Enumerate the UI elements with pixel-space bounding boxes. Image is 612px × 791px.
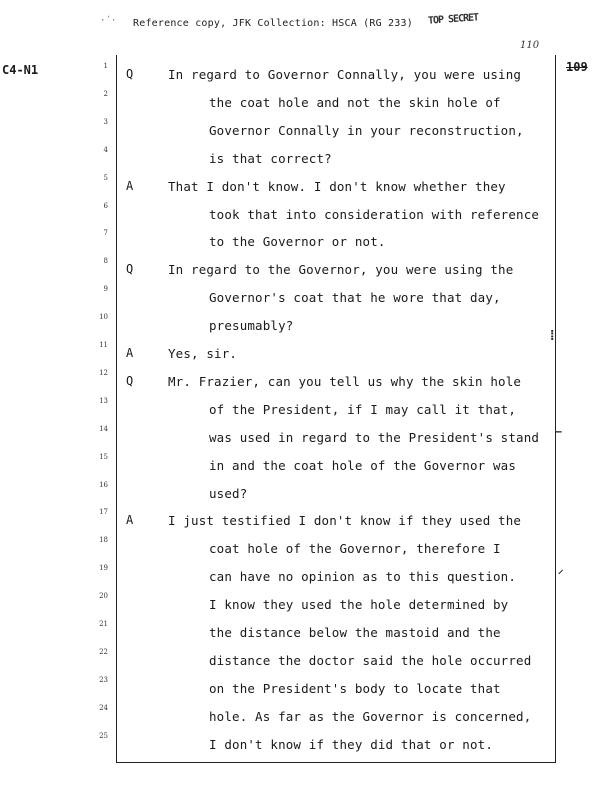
margin-tick: – <box>555 425 562 438</box>
testimony-text: used? <box>209 485 248 501</box>
testimony-text: was used in regard to the President's stand <box>209 429 540 445</box>
transcript-line <box>0 255 612 283</box>
testimony-text: is that correct? <box>209 150 332 166</box>
reporter-reference-code: C4-N1 <box>2 63 39 77</box>
transcript-line <box>0 116 612 144</box>
line-number: 8 <box>103 257 108 266</box>
line-number: 16 <box>99 480 108 489</box>
scan-speck: ·´· <box>100 16 117 26</box>
speaker-label: Q <box>126 262 134 277</box>
speaker-label: A <box>126 346 134 360</box>
testimony-text: of the President, if I may call it that, <box>209 401 517 417</box>
speaker-label: Q <box>126 373 134 388</box>
testimony-text: on the President's body to locate that <box>209 680 501 696</box>
testimony-text: In regard to Governor Connally, you were using <box>168 67 522 82</box>
original-page-number: 109 <box>566 60 588 74</box>
line-number: 25 <box>99 731 108 740</box>
testimony-text: can have no opinion as to this question. <box>209 569 517 585</box>
margin-mark: ⁞ <box>548 328 557 344</box>
transcript-line <box>0 367 612 395</box>
line-number: 17 <box>99 508 108 517</box>
testimony-text: Governor Connally in your reconstruction, <box>209 122 524 138</box>
transcript-line <box>0 423 612 451</box>
testimony-text: took that into consideration with reference <box>209 206 540 222</box>
testimony-text: In regard to the Governor, you were using the <box>168 262 514 278</box>
transcript-line <box>0 283 612 311</box>
testimony-text: presumably? <box>209 318 294 334</box>
line-number: 3 <box>103 117 108 126</box>
testimony-text: I just testified I don't know if they used the <box>168 513 522 529</box>
transcript-line <box>0 60 612 88</box>
margin-tick: ⸝ <box>558 563 564 576</box>
line-number: 20 <box>99 592 108 601</box>
transcript-line <box>0 590 612 618</box>
transcript-line <box>0 618 612 646</box>
line-number: 6 <box>103 201 108 210</box>
speaker-label: A <box>126 178 134 193</box>
line-number: 10 <box>99 313 108 322</box>
transcript-line <box>0 479 612 507</box>
testimony-text: distance the doctor said the hole occurred <box>209 652 532 668</box>
line-number: 2 <box>103 89 108 98</box>
line-number: 9 <box>103 285 108 294</box>
transcript-line <box>0 451 612 479</box>
line-number: 19 <box>99 564 108 573</box>
transcript-line <box>0 200 612 228</box>
transcript-line <box>0 311 612 339</box>
transcript-line <box>0 144 612 172</box>
transcript-line <box>0 506 612 534</box>
testimony-text: coat hole of the Governor, therefore I <box>209 541 501 557</box>
line-number: 23 <box>99 675 108 684</box>
testimony-text: to the Governor or not. <box>209 234 386 250</box>
testimony-text: I don't know if they did that or not. <box>209 736 493 752</box>
testimony-text: Mr. Frazier, can you tell us why the skin hole <box>168 373 522 389</box>
line-number: 11 <box>99 341 108 349</box>
line-number: 12 <box>99 368 108 377</box>
testimony-text: in and the coat hole of the Governor was <box>209 457 517 473</box>
transcript-line <box>0 674 612 702</box>
line-number: 24 <box>99 703 108 712</box>
line-number: 13 <box>99 396 108 405</box>
transcript-line <box>0 702 612 730</box>
testimony-text: That I don't know. I don't know whether they <box>168 178 506 194</box>
speaker-label: Q <box>126 67 134 81</box>
transcript-line <box>0 172 612 200</box>
line-number: 5 <box>103 173 108 182</box>
testimony-text: the coat hole and not the skin hole of <box>209 94 501 110</box>
line-number: 1 <box>103 62 108 70</box>
testimony-text: I know they used the hole determined by <box>209 597 509 613</box>
line-number: 22 <box>99 647 108 656</box>
classification-stamp: TOP SECRET <box>427 12 479 27</box>
transcript-line <box>0 339 612 367</box>
line-number: 14 <box>99 424 108 433</box>
page-number: 110 <box>520 40 540 51</box>
speaker-label: A <box>126 513 134 528</box>
testimony-text: hole. As far as the Governor is concerned, <box>209 708 532 724</box>
testimony-text: the distance below the mastoid and the <box>209 625 501 640</box>
transcript-line <box>0 562 612 590</box>
line-number: 18 <box>99 536 108 545</box>
transcript-line <box>0 395 612 423</box>
reference-header: Reference copy, JFK Collection: HSCA (RG 233) <box>133 18 413 29</box>
line-number: 7 <box>103 229 108 238</box>
testimony-text: Yes, sir. <box>168 346 238 361</box>
transcript-line <box>0 88 612 116</box>
transcript-line <box>0 227 612 255</box>
transcript-line <box>0 730 612 758</box>
transcript-line <box>0 534 612 562</box>
testimony-text: Governor's coat that he wore that day, <box>209 290 501 306</box>
transcript-line <box>0 646 612 674</box>
line-number: 21 <box>99 620 108 628</box>
line-number: 15 <box>99 452 108 461</box>
line-number: 4 <box>103 145 108 154</box>
